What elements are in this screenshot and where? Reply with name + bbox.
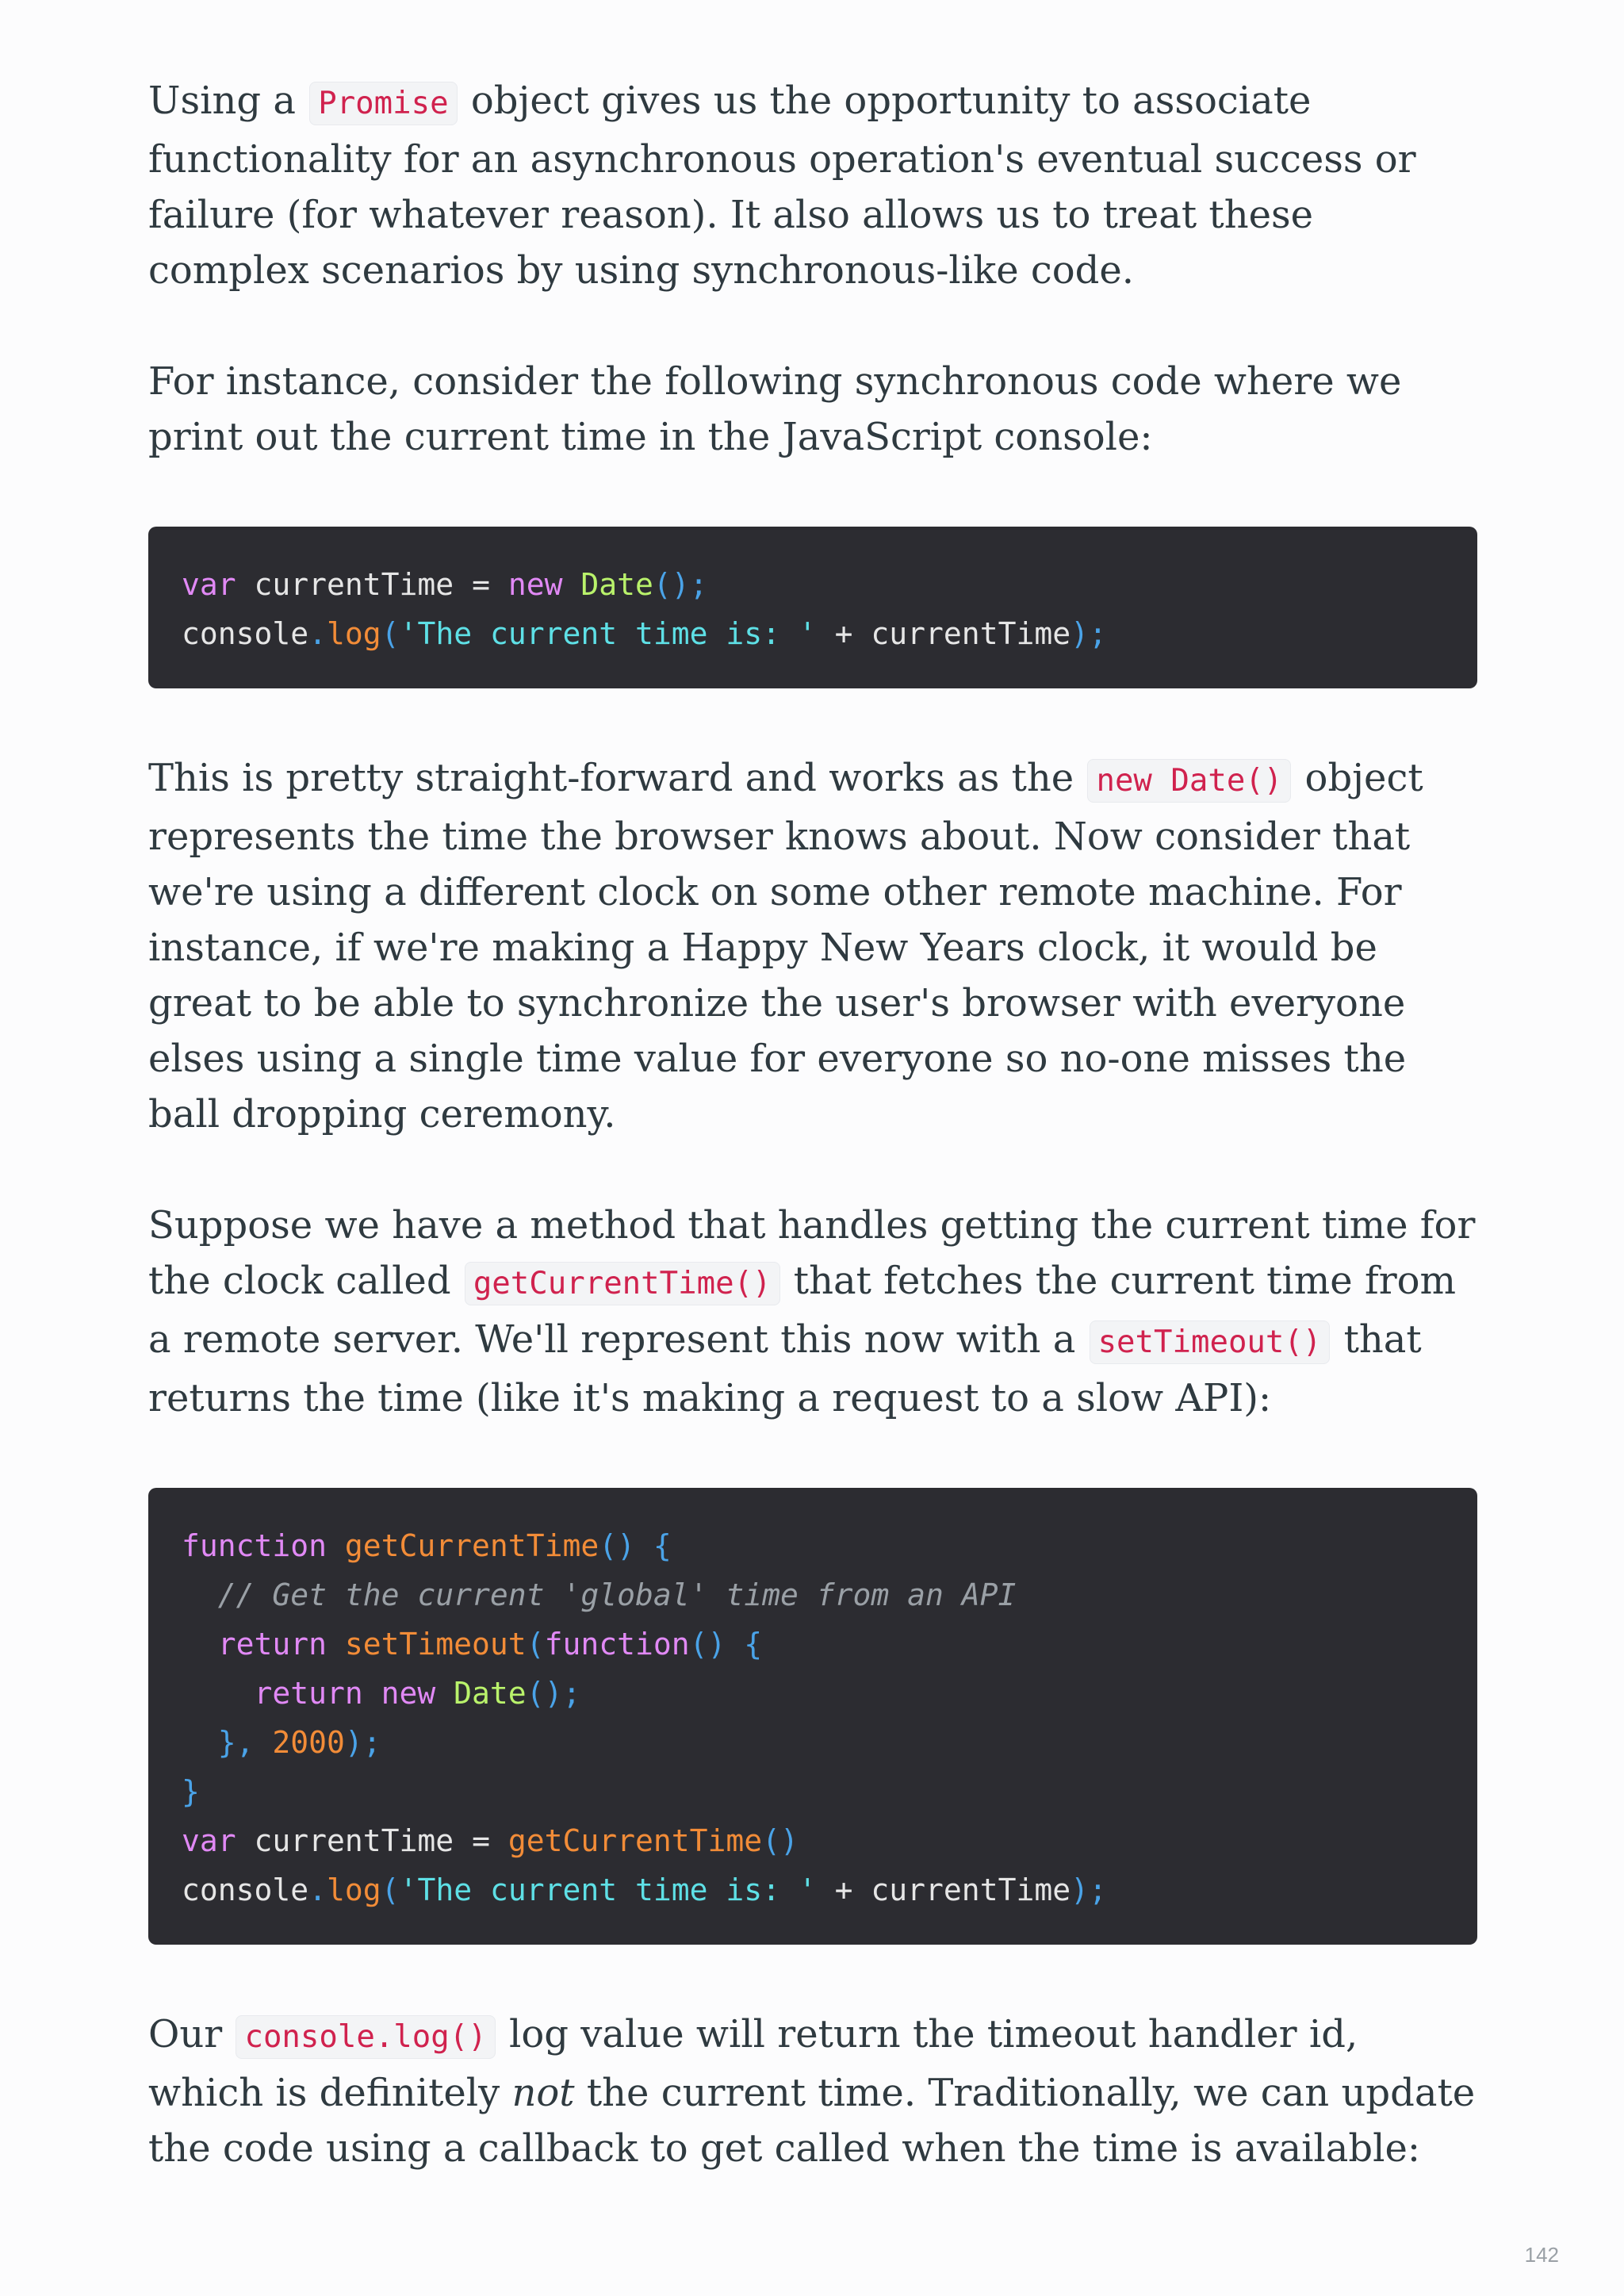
emphasis-text: not: [511, 2071, 575, 2115]
code-punctuation: () {: [599, 1528, 672, 1563]
text: object represents the time the browser knows about. Now consider that we're using a different clock on some other remote machine. For instance, if we're making a Happy New Years clock, it would be great to be able to synchronize the user's browser with everyone elses using a single time value for everyone so no-one misses the ball dropping ceremony.: [148, 756, 1423, 1137]
code-punctuation: ();: [526, 1676, 581, 1711]
code-method: log: [327, 1872, 381, 1907]
code-identifier: currentTime: [871, 616, 1071, 651]
code-class: Date: [580, 567, 653, 602]
code-line: [182, 1816, 1444, 1865]
code-string: 'The current time is: ': [399, 1872, 817, 1907]
code-line: [182, 609, 1444, 658]
code-punctuation: },: [182, 1725, 255, 1760]
code-keyword: new: [362, 1676, 454, 1711]
code-block-sync-time: [148, 527, 1477, 688]
code-block-async-time: [148, 1488, 1477, 1945]
text: This is pretty straight-forward and works as the: [148, 756, 1086, 800]
text: that fetches the current time from a remote server. We'll represent this now with a: [148, 1259, 1457, 1362]
paragraph-sync-example-intro: For instance, consider the following synchronous code where we print out the current time in the JavaScript console:: [148, 359, 1402, 459]
inline-code-get-current-time: getCurrentTime(): [465, 1262, 780, 1305]
code-identifier: currentTime: [236, 1823, 473, 1858]
inline-code-set-timeout: setTimeout(): [1090, 1320, 1331, 1364]
code-operator: =: [472, 567, 490, 602]
code-keyword: var: [182, 567, 236, 602]
code-line: [182, 1521, 1444, 1570]
code-punctuation: (: [526, 1627, 545, 1662]
code-operator: +: [816, 616, 871, 651]
code-keyword: return: [182, 1627, 345, 1662]
text: object gives us the opportunity to associate functionality for an asynchronous operation's eventual success or failure (for whatever reason). It also allows us to treat these complex scenarios by using synchronous-like code.: [148, 79, 1416, 293]
code-identifier: currentTime: [236, 567, 473, 602]
code-line: [182, 1767, 1444, 1816]
page-content: [148, 73, 1477, 2176]
code-string: 'The current time is: ': [399, 616, 817, 651]
code-keyword: var: [182, 1823, 236, 1858]
code-keyword: function: [544, 1627, 690, 1662]
code-comment: // Get the current 'global' time from an API: [182, 1577, 1017, 1612]
code-function-name: setTimeout: [344, 1627, 527, 1662]
code-punctuation: (: [381, 616, 400, 651]
paragraph-promise-intro: [148, 73, 1477, 298]
text: Suppose we have a method that handles getting the current time for the clock called: [148, 1203, 1476, 1303]
text: that returns the time (like it's making a request to a slow API):: [148, 1317, 1422, 1420]
inline-code-new-date: new Date(): [1087, 759, 1291, 803]
code-line: [182, 1619, 1444, 1669]
code-punctuation: (): [762, 1823, 799, 1858]
paragraph-console-log-result: [148, 2007, 1477, 2176]
code-identifier: console: [182, 616, 309, 651]
paragraph-remote-clock: [148, 750, 1477, 1142]
code-identifier: currentTime: [871, 1872, 1071, 1907]
code-line: [182, 1669, 1444, 1718]
code-punctuation: .: [308, 616, 327, 651]
code-method: log: [327, 616, 381, 651]
code-line: [182, 1570, 1444, 1619]
paragraph-get-current-time: [148, 1198, 1477, 1426]
inline-code-promise: Promise: [309, 82, 457, 125]
code-keyword: return: [182, 1676, 363, 1711]
text: the current time. Traditionally, we can update the code using a callback to get called when the time is available:: [148, 2071, 1476, 2171]
code-function-name: getCurrentTime: [327, 1528, 599, 1563]
code-function-name: getCurrentTime: [489, 1823, 763, 1858]
page-number: 142: [1524, 2243, 1559, 2267]
code-punctuation: () {: [689, 1627, 763, 1662]
code-keyword: function: [182, 1528, 327, 1563]
code-punctuation: }: [182, 1774, 200, 1809]
text: Using a: [148, 79, 308, 123]
code-punctuation: ();: [653, 567, 708, 602]
code-punctuation: (: [381, 1872, 400, 1907]
text: Our: [148, 2012, 235, 2056]
code-operator: +: [816, 1872, 871, 1907]
code-number: 2000: [254, 1725, 345, 1760]
code-operator: =: [472, 1823, 490, 1858]
code-keyword: new: [489, 567, 581, 602]
inline-code-console-log: console.log(): [236, 2015, 495, 2059]
code-punctuation: .: [308, 1872, 327, 1907]
code-punctuation: );: [1071, 616, 1107, 651]
text: log value will return the timeout handler id, which is definitely: [148, 2012, 1358, 2115]
code-line: [182, 1865, 1444, 1915]
code-punctuation: );: [344, 1725, 381, 1760]
code-line: [182, 560, 1444, 609]
code-identifier: console: [182, 1872, 309, 1907]
code-class: Date: [454, 1676, 527, 1711]
code-punctuation: );: [1071, 1872, 1107, 1907]
code-line: [182, 1718, 1444, 1767]
